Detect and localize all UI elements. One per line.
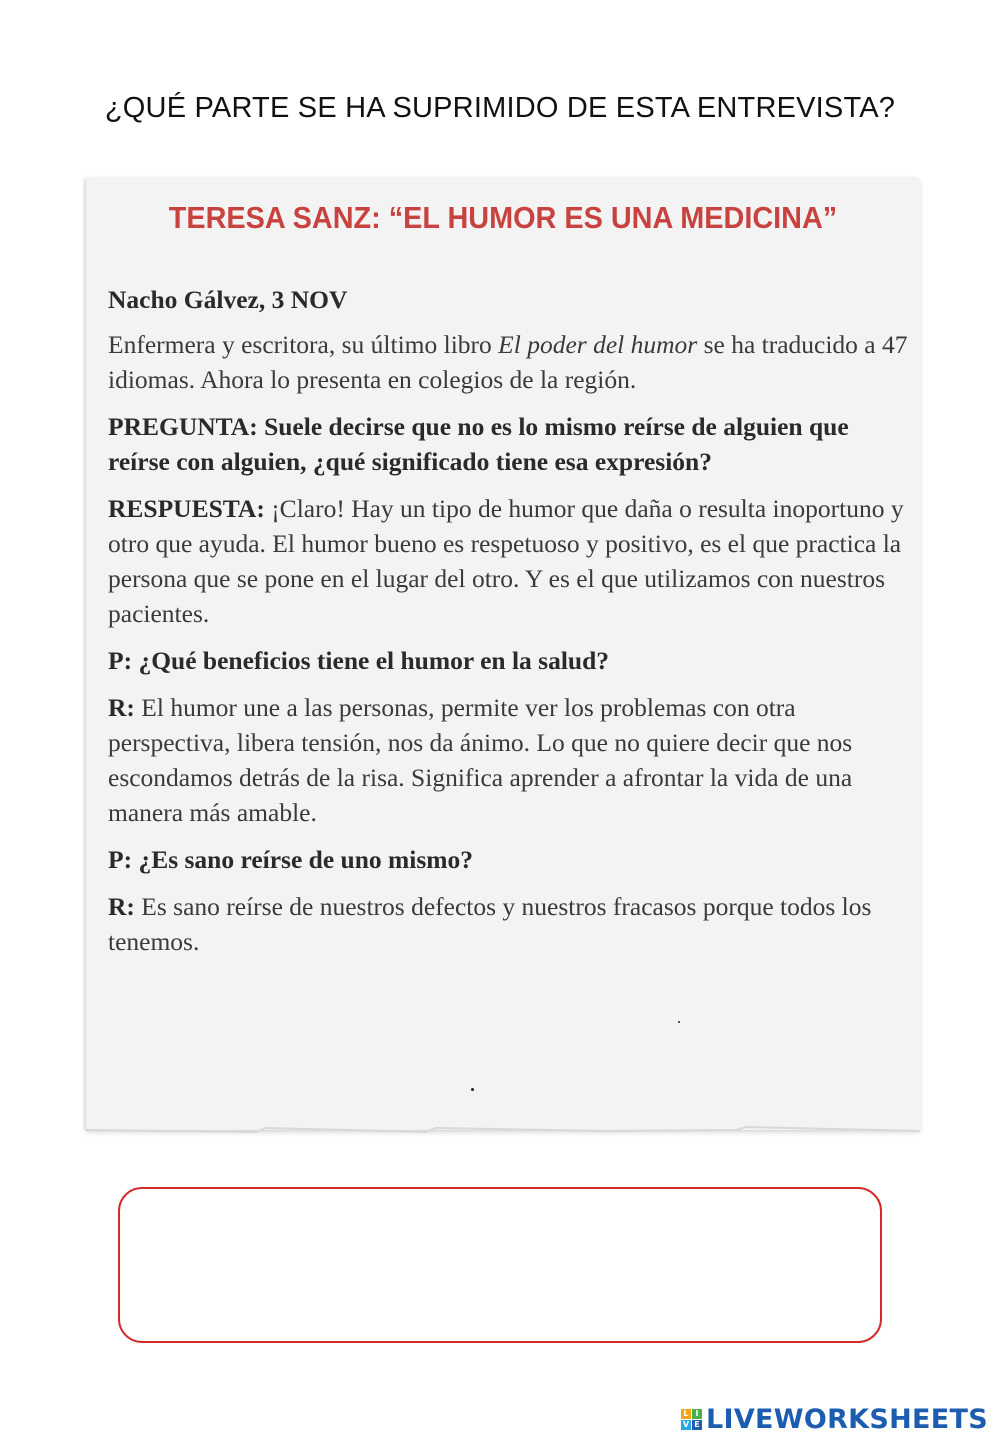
interview-answer-3	[108, 889, 916, 959]
answer-label: R:	[108, 892, 135, 921]
page-title: ¿QUÉ PARTE SE HA SUPRIMIDO DE ESTA ENTREVISTA?	[104, 92, 896, 124]
brand-footer	[681, 1404, 988, 1435]
brand-name: LIVEWORKSHEETS	[705, 1404, 988, 1435]
torn-edge	[86, 1126, 920, 1136]
article-clipping	[86, 178, 920, 1130]
answer-text: El humor une a las personas, permite ver los problemas con otra perspectiva, libera tensión, nos da ánimo. Lo que no quiere decir que nos escondamos detrás de la risa. Significa aprender a afrontar la vida de una manera más amable.	[108, 693, 853, 827]
article-headline: TERESA SANZ: “EL HUMOR ES UNA MEDICINA”	[168, 200, 838, 235]
answer-label: RESPUESTA:	[108, 494, 265, 523]
article-body	[108, 282, 916, 971]
book-title: El poder del humor	[498, 330, 698, 359]
interview-question-3: P: ¿Es sano reírse de uno mismo?	[108, 845, 474, 874]
article-intro	[108, 327, 916, 397]
answer-label: R:	[108, 693, 135, 722]
answer-input[interactable]	[118, 1187, 882, 1343]
answer-text: ¡Claro! Hay un tipo de humor que daña o resulta inoportuno y otro que ayuda. El humor bueno es respetuoso y positivo, es el que practica la persona que se pone en el lugar del otro. Y es el que utilizamos con nuestros pacientes.	[108, 494, 904, 628]
intro-text-before: Enfermera y escritora, su último libro	[108, 330, 499, 359]
answer-text: Es sano reírse de nuestros defectos y nuestros fracasos porque todos los tenemos.	[108, 892, 872, 956]
speck-mark	[471, 1088, 474, 1091]
interview-answer-1	[108, 491, 916, 631]
intro-text-after: se ha traducido a 47 idiomas. Ahora lo presenta en colegios de la región.	[108, 330, 908, 394]
interview-question-2: P: ¿Qué beneficios tiene el humor en la salud?	[108, 646, 610, 675]
article-byline: Nacho Gálvez, 3 NOV	[108, 285, 348, 314]
interview-question-1: PREGUNTA: Suele decirse que no es lo mismo reírse de alguien que reírse con alguien, ¿qué significado tiene esa expresión?	[108, 412, 849, 476]
interview-answer-2	[108, 690, 916, 830]
speck-mark	[678, 1021, 680, 1023]
liveworksheets-logo-icon: L I V E	[681, 1409, 702, 1430]
